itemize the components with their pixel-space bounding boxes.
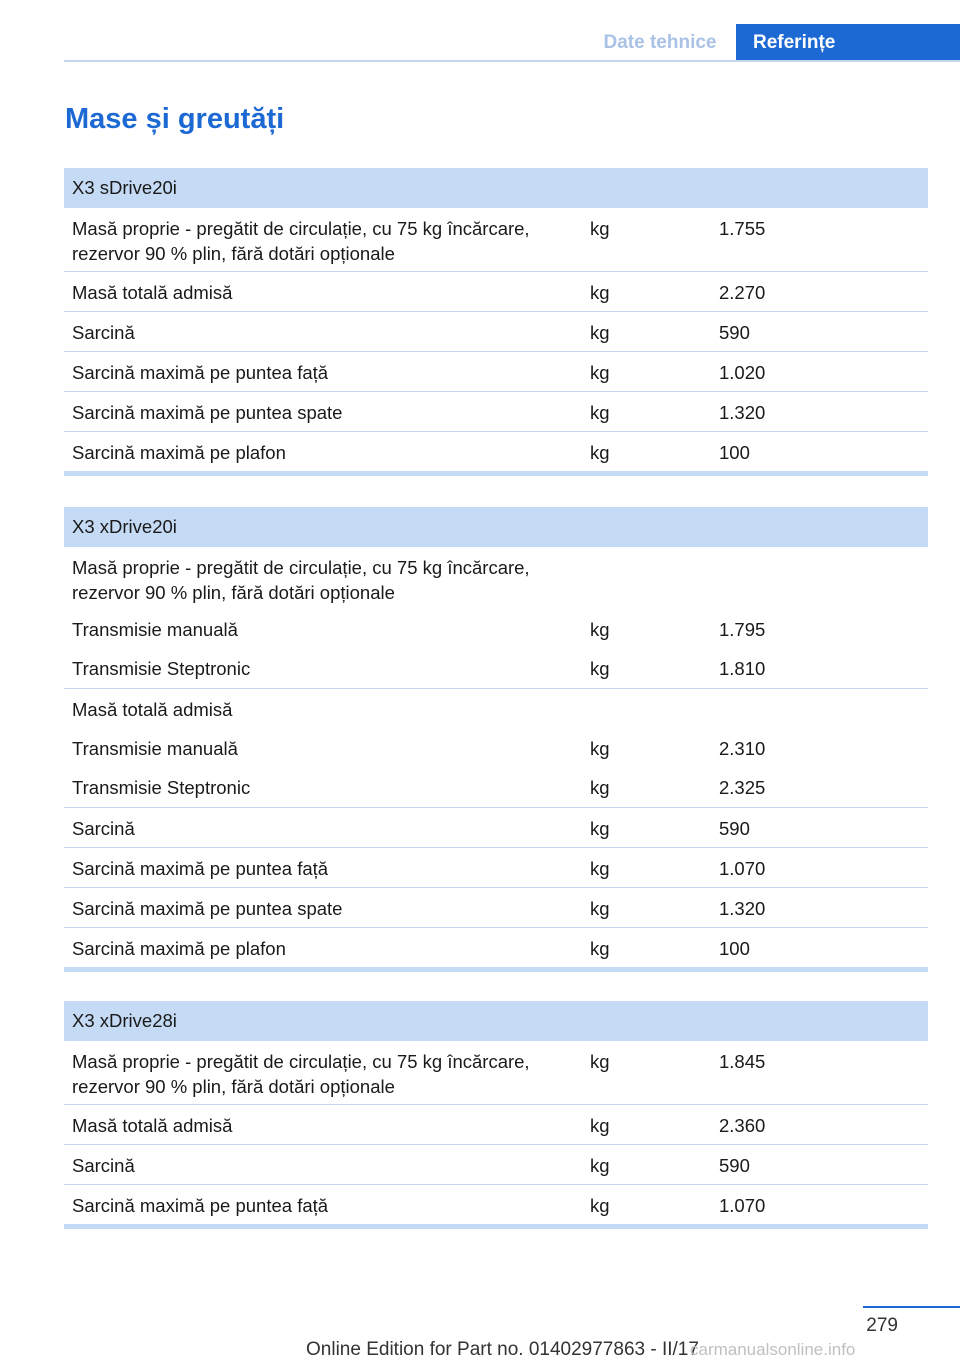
row-value: 1.755 xyxy=(719,218,766,239)
table-row xyxy=(64,272,928,312)
row-unit: kg xyxy=(590,777,610,798)
row-unit: kg xyxy=(590,938,610,959)
section-footer-bar xyxy=(64,1224,928,1229)
table-row xyxy=(64,610,928,649)
row-value: 1.320 xyxy=(719,898,766,919)
row-value: 2.360 xyxy=(719,1115,766,1136)
row-unit: kg xyxy=(590,658,610,679)
row-label: Sarcină maximă pe puntea față xyxy=(72,1195,329,1216)
section-footer-bar xyxy=(64,967,928,972)
table-row xyxy=(64,1185,928,1224)
section-header: X3 sDrive20i xyxy=(64,168,928,208)
row-unit: kg xyxy=(590,362,610,383)
row-value: 1.020 xyxy=(719,362,766,383)
edition-note: Online Edition for Part no. 01402977863 - II/17 xyxy=(306,1339,699,1360)
row-unit: kg xyxy=(590,858,610,879)
row-label: Sarcină maximă pe plafon xyxy=(72,442,286,463)
header-divider xyxy=(64,60,960,62)
section-header: X3 xDrive28i xyxy=(64,1001,928,1041)
row-label: Masă totală admisă xyxy=(72,699,233,720)
section-header: X3 xDrive20i xyxy=(64,507,928,547)
row-unit: kg xyxy=(590,1195,610,1216)
row-unit: kg xyxy=(590,619,610,640)
row-unit: kg xyxy=(590,898,610,919)
row-value xyxy=(719,555,928,610)
top-navigation xyxy=(0,0,960,63)
row-unit: kg xyxy=(590,322,610,343)
table-x3-sdrive20i xyxy=(64,168,928,476)
table-row xyxy=(64,767,928,808)
row-label: Transmisie Steptronic xyxy=(72,777,251,798)
row-label: Sarcină maximă pe puntea spate xyxy=(72,898,343,919)
row-value: 590 xyxy=(719,322,750,343)
page-number: 279 xyxy=(866,1315,898,1336)
row-label: Sarcină maximă pe plafon xyxy=(72,938,286,959)
row-label: Sarcină maximă pe puntea spate xyxy=(72,402,343,423)
table-row xyxy=(64,689,928,728)
row-label: Masă proprie - pregătit de circulație, cu 75 kg încărcare, rezervor 90 % plin, fără dotări opționale xyxy=(72,218,530,264)
table-row xyxy=(64,1105,928,1145)
row-label: Masă totală admisă xyxy=(72,1115,233,1136)
row-unit: kg xyxy=(590,218,610,239)
table-row xyxy=(64,1041,928,1105)
row-unit: kg xyxy=(590,1051,610,1072)
row-label: Sarcină xyxy=(72,322,135,343)
table-row xyxy=(64,888,928,928)
row-label: Masă proprie - pregătit de circulație, cu 75 kg încărcare, rezervor 90 % plin, fără dotări opționale xyxy=(72,557,530,603)
row-value: 2.270 xyxy=(719,282,766,303)
table-row xyxy=(64,392,928,432)
row-label: Sarcină xyxy=(72,818,135,839)
row-value: 1.810 xyxy=(719,658,766,679)
row-value: 1.845 xyxy=(719,1051,766,1072)
tab-date-tehnice[interactable]: Date tehnice xyxy=(603,32,717,53)
row-unit: kg xyxy=(590,1115,610,1136)
row-unit: kg xyxy=(590,442,610,463)
row-value: 100 xyxy=(719,442,750,463)
table-row xyxy=(64,352,928,392)
row-label: Masă proprie - pregătit de circulație, cu 75 kg încărcare, rezervor 90 % plin, fără dotări opționale xyxy=(72,1051,530,1097)
row-unit: kg xyxy=(590,282,610,303)
table-row xyxy=(64,848,928,888)
table-row xyxy=(64,808,928,848)
row-unit: kg xyxy=(590,1155,610,1176)
row-unit xyxy=(589,555,719,610)
row-value: 1.070 xyxy=(719,858,766,879)
table-x3-xdrive20i xyxy=(64,507,928,972)
table-row xyxy=(64,547,928,610)
table-row xyxy=(64,1145,928,1185)
row-value: 1.070 xyxy=(719,1195,766,1216)
footer-divider xyxy=(863,1306,960,1308)
row-unit: kg xyxy=(590,402,610,423)
row-value: 1.795 xyxy=(719,619,766,640)
section-footer-bar xyxy=(64,471,928,476)
table-row xyxy=(64,312,928,352)
table-row xyxy=(64,928,928,967)
row-value xyxy=(719,697,928,728)
row-value: 590 xyxy=(719,1155,750,1176)
tab-referinte[interactable]: Referințe xyxy=(736,24,960,62)
row-value: 2.325 xyxy=(719,777,766,798)
row-label: Sarcină maximă pe puntea față xyxy=(72,858,329,879)
row-label: Transmisie manuală xyxy=(72,619,238,640)
table-row xyxy=(64,649,928,689)
row-label: Transmisie Steptronic xyxy=(72,658,251,679)
table-x3-xdrive28i xyxy=(64,1001,928,1229)
page-title: Mase și greutăți xyxy=(65,103,285,135)
table-row xyxy=(64,728,928,767)
row-value: 1.320 xyxy=(719,402,766,423)
row-unit: kg xyxy=(590,818,610,839)
table-row xyxy=(64,208,928,272)
row-value: 100 xyxy=(719,938,750,959)
row-label: Transmisie manuală xyxy=(72,738,238,759)
row-label: Sarcină maximă pe puntea față xyxy=(72,362,329,383)
row-unit xyxy=(589,697,719,728)
row-value: 2.310 xyxy=(719,738,766,759)
row-unit: kg xyxy=(590,738,610,759)
row-label: Sarcină xyxy=(72,1155,135,1176)
row-label: Masă totală admisă xyxy=(72,282,233,303)
table-row xyxy=(64,432,928,471)
row-value: 590 xyxy=(719,818,750,839)
watermark: carmanualsonline.info xyxy=(690,1340,856,1359)
